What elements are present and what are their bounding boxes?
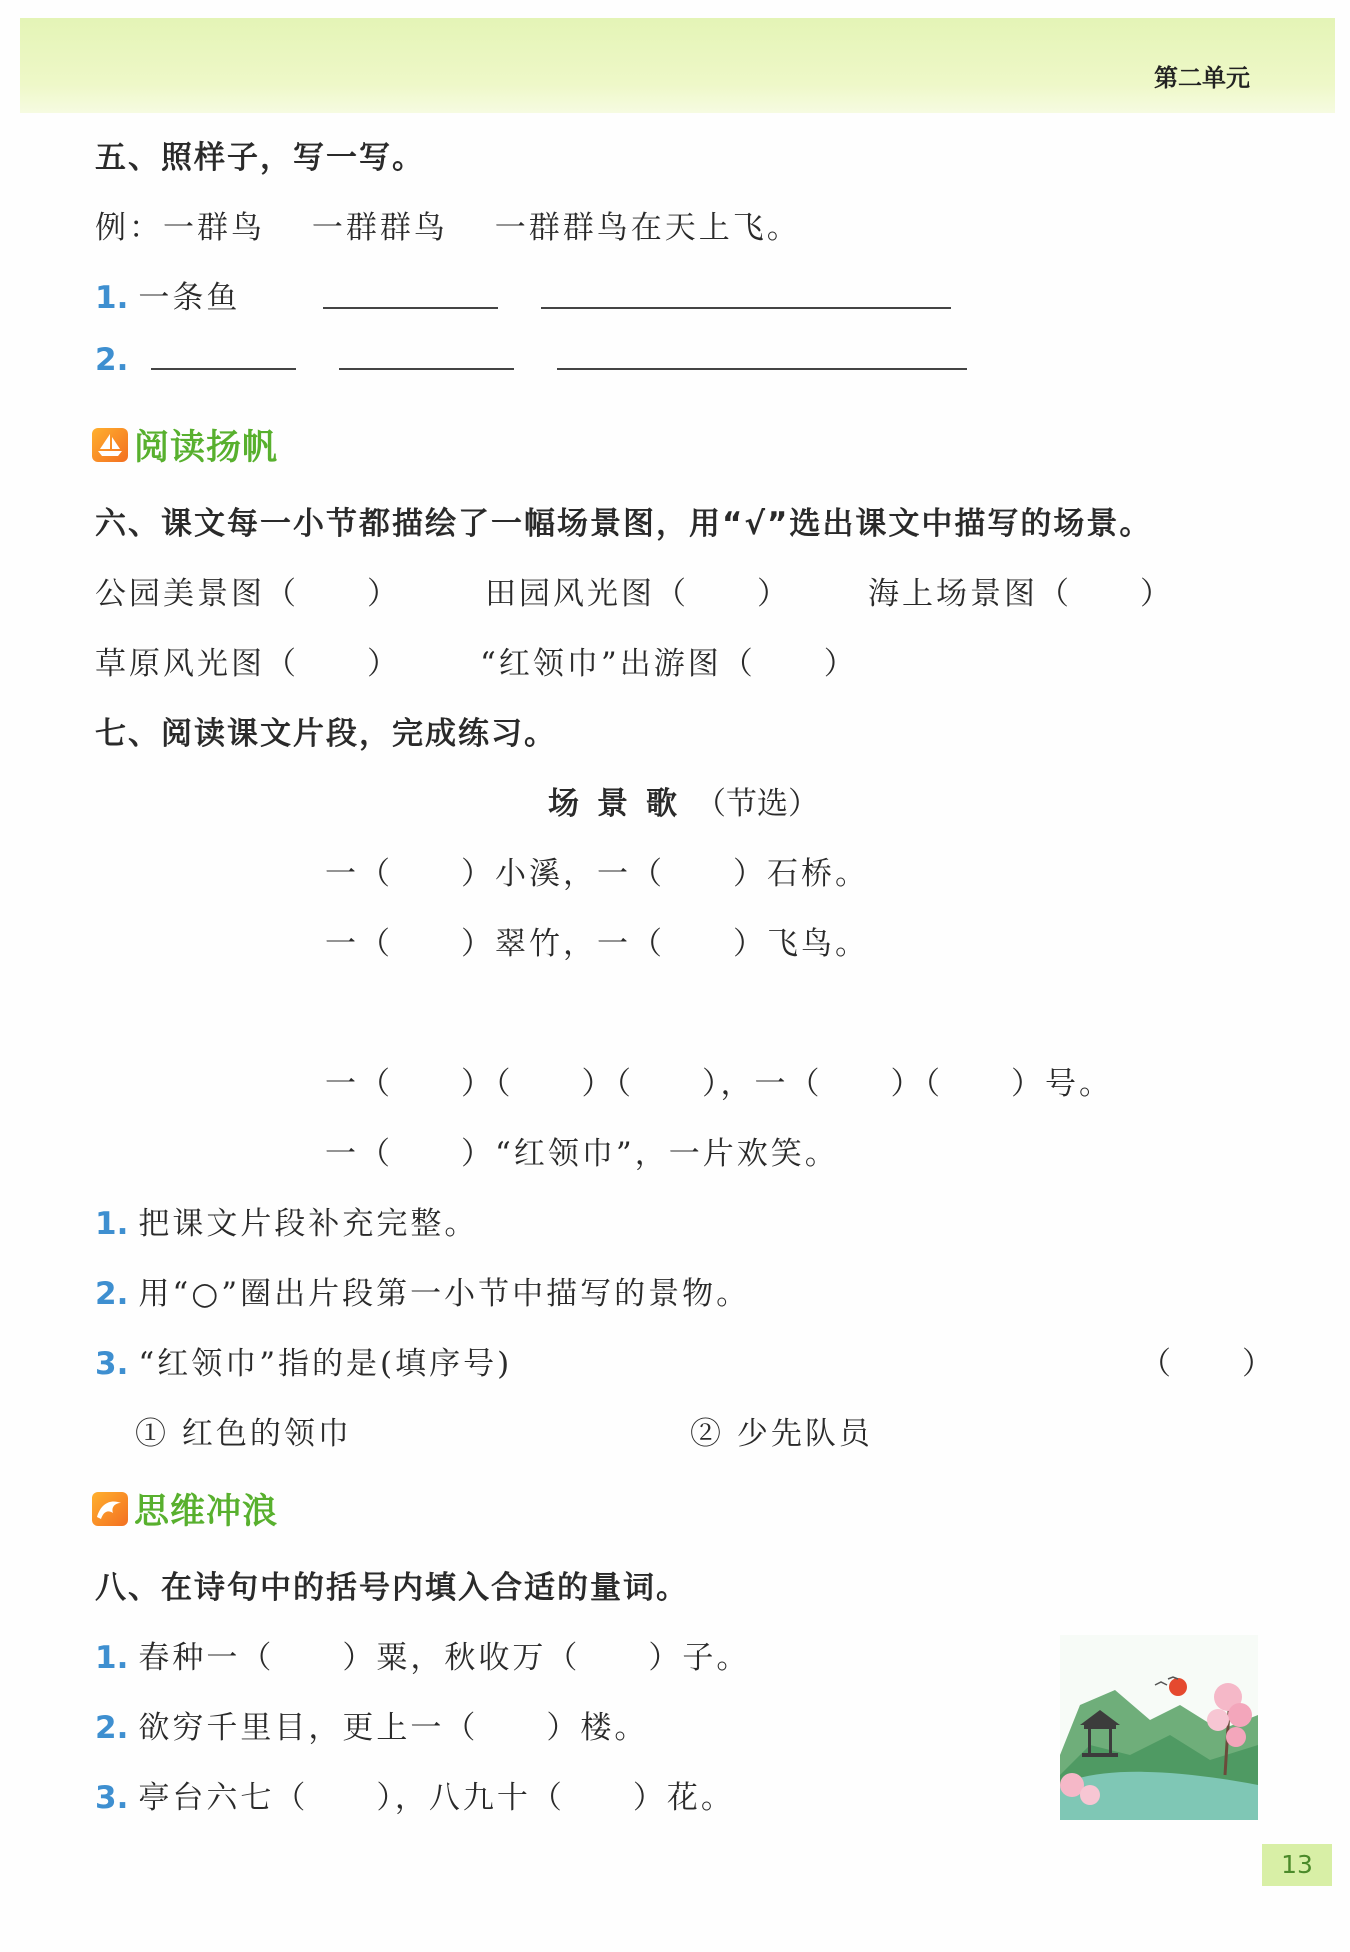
pavilion-landscape-illustration (1060, 1635, 1258, 1820)
item-number: 3. (95, 1346, 129, 1382)
section-thinking-heading (92, 1484, 278, 1534)
q8-item-1 (95, 1632, 750, 1677)
header-band (20, 18, 1335, 113)
q6-option-3[interactable]: 海上场景图（ ） (868, 576, 1174, 612)
answer-blank[interactable] (151, 366, 296, 370)
q6-option-5[interactable]: “红领巾”出游图（ ） (480, 646, 858, 682)
q8-item-2 (95, 1702, 648, 1747)
answer-blank[interactable] (541, 305, 951, 309)
item-number: 2. (95, 342, 129, 378)
q8-item-3 (95, 1772, 735, 1817)
poem-line-4[interactable]: 一（ ）“红领巾”，一片欢笑。 (325, 1136, 839, 1172)
q7-sub-3 (95, 1338, 512, 1383)
q6-option-2[interactable]: 田园风光图（ ） (485, 576, 791, 612)
item-number: 2. (95, 1276, 129, 1312)
q8-title: 八、在诗句中的括号内填入合适的量词。 (95, 1570, 689, 1606)
unit-label: 第二单元 (1154, 64, 1250, 92)
q8-item2-text[interactable]: 欲穷千里目，更上一（ ）楼。 (138, 1710, 649, 1746)
q7-choice-2: ② 少先队员 (690, 1416, 873, 1452)
item-number: 2. (95, 1710, 129, 1746)
sailboat-icon (92, 428, 128, 462)
poem-line-3[interactable]: 一（ ）（ ）（ ），一（ ）（ ）号。 (325, 1066, 1113, 1102)
answer-blank[interactable] (339, 366, 514, 370)
section-reading-title: 阅读扬帆 (134, 428, 279, 468)
answer-blank[interactable] (323, 305, 498, 309)
section-thinking-title: 思维冲浪 (134, 1492, 279, 1532)
item-number: 1. (95, 280, 129, 316)
poem-line-1[interactable]: 一（ ）小溪，一（ ）石桥。 (325, 856, 869, 892)
poem-title (548, 778, 819, 823)
q8-item1-text[interactable]: 春种一（ ）粟，秋收万（ ）子。 (138, 1640, 751, 1676)
poem-line-2[interactable]: 一（ ）翠竹，一（ ）飞鸟。 (325, 926, 869, 962)
q7-sub1-text: 把课文片段补充完整。 (138, 1206, 479, 1242)
q6-title: 六、课文每一小节都描绘了一幅场景图，用“√”选出课文中描写的场景。 (95, 506, 1153, 542)
q7-title: 七、阅读课文片段，完成练习。 (95, 716, 557, 752)
q6-option-1[interactable]: 公园美景图（ ） (95, 576, 401, 612)
q5-example: 例：一群鸟 一群群鸟 一群群鸟在天上飞。 (95, 210, 801, 246)
answer-blank[interactable] (557, 366, 967, 370)
q5-item1-text: 一条鱼 (138, 280, 241, 316)
q7-sub-2 (95, 1268, 750, 1313)
q5-title: 五、照样子，写一写。 (95, 140, 425, 176)
poem-title-note: （节选） (695, 786, 819, 822)
q7-sub3-text: “红领巾”指的是(填序号) (138, 1346, 513, 1382)
q8-item3-text[interactable]: 亭台六七（ ），八九十（ ）花。 (138, 1780, 735, 1816)
poem-title-text: 场景歌 (548, 786, 695, 822)
q7-choice-1: ① 红色的领巾 (135, 1416, 352, 1452)
q5-item-2 (95, 342, 967, 378)
page-number: 13 (1262, 1844, 1332, 1886)
wave-icon (92, 1492, 128, 1526)
section-reading-heading (92, 420, 278, 470)
q6-option-4[interactable]: 草原风光图（ ） (95, 646, 401, 682)
q5-item-1 (95, 272, 951, 317)
q7-sub2-text: 用“○”圈出片段第一小节中描写的景物。 (138, 1276, 751, 1312)
q7-sub3-answer-parens[interactable]: （ ） (1140, 1346, 1276, 1382)
item-number: 1. (95, 1640, 129, 1676)
item-number: 1. (95, 1206, 129, 1242)
item-number: 3. (95, 1780, 129, 1816)
q7-sub-1 (95, 1198, 478, 1243)
